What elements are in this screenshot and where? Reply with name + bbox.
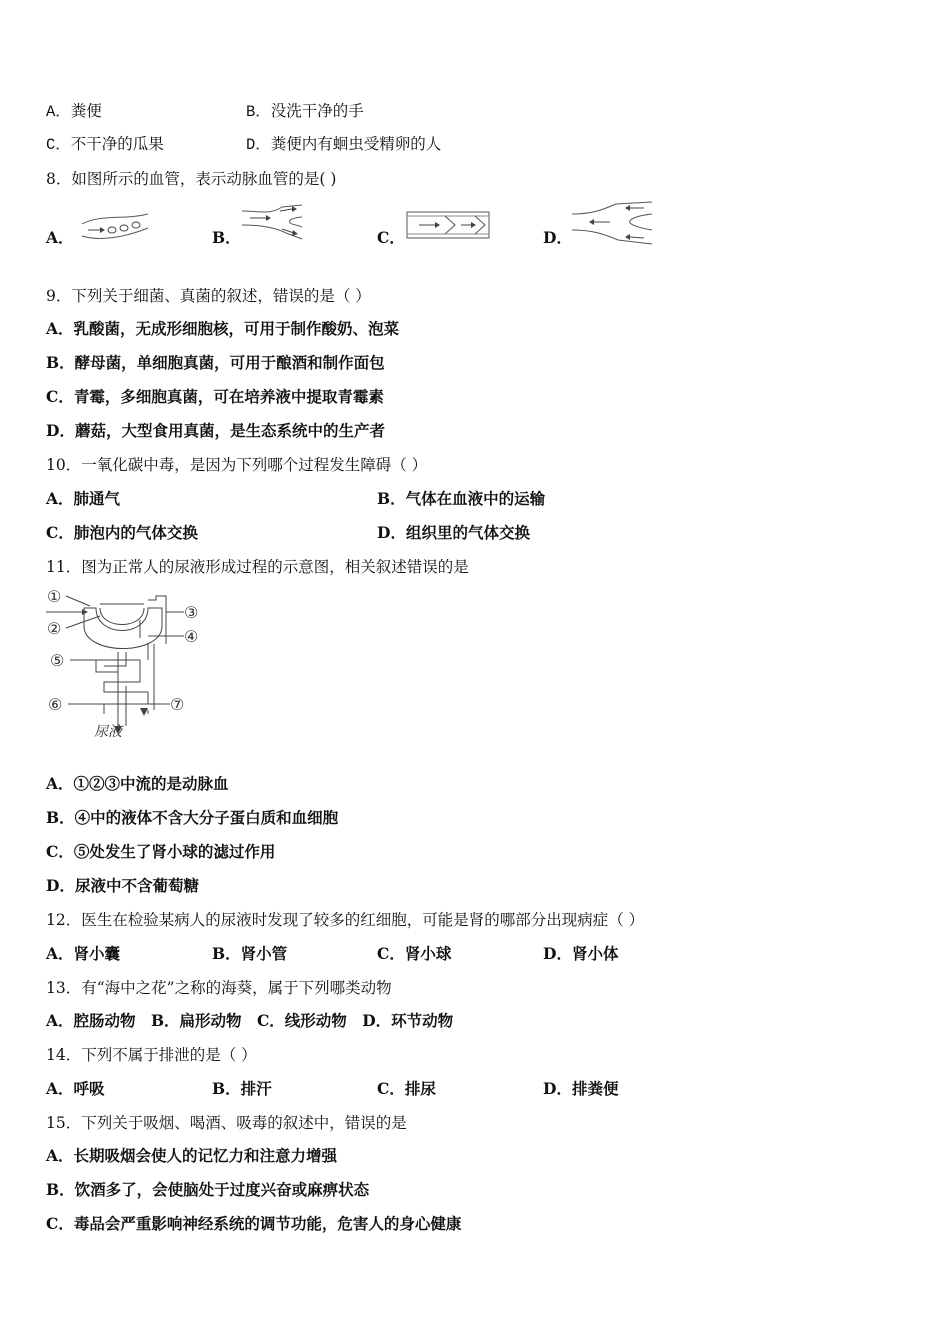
q12-option-d: D．肾小体 xyxy=(543,944,619,963)
marker-5: ⑤ xyxy=(50,651,65,670)
q9-stem: 9．下列关于细菌、真菌的叙述，错误的是（ ） xyxy=(46,287,371,305)
q13-stem: 13．有“海中之花”之称的海葵，属于下列哪类动物 xyxy=(46,979,392,997)
q14-option-d: D．排粪便 xyxy=(543,1079,619,1098)
q15-option-b: B．饮酒多了，会使脑处于过度兴奋或麻痹状态 xyxy=(46,1180,370,1199)
q8-stem: 8．如图所示的血管，表示动脉血管的是( ) xyxy=(46,170,337,188)
q9-option-d: D．蘑菇，大型食用真菌，是生态系统中的生产者 xyxy=(46,421,385,440)
q11-option-d: D．尿液中不含葡萄糖 xyxy=(46,876,199,895)
q14-option-b: B．排汗 xyxy=(212,1079,272,1098)
nephron-diagram xyxy=(44,586,214,742)
q14-option-a: A．呼吸 xyxy=(46,1079,105,1098)
q12-option-c: C．肾小球 xyxy=(377,944,452,963)
q10-option-a: A．肺通气 xyxy=(46,489,121,508)
q12-option-a: A．肾小囊 xyxy=(46,944,121,963)
marker-3: ③ xyxy=(184,603,199,622)
q13-option-d: D．环节动物 xyxy=(362,1011,454,1030)
marker-4: ④ xyxy=(184,627,199,646)
q11-option-a: A．①②③中流的是动脉血 xyxy=(46,774,229,793)
q11-stem: 11．图为正常人的尿液形成过程的示意图，相关叙述错误的是 xyxy=(46,558,469,576)
q10-option-b: B．气体在血液中的运输 xyxy=(377,489,546,508)
q10-option-d: D．组织里的气体交换 xyxy=(377,523,530,542)
q9-option-c: C．青霉，多细胞真菌，可在培养液中提取青霉素 xyxy=(46,387,384,406)
q13-options xyxy=(46,1011,453,1031)
q14-option-c: C．排尿 xyxy=(377,1079,436,1098)
q11-option-c: C．⑤处发生了肾小球的滤过作用 xyxy=(46,842,276,861)
q8-label-b: B． xyxy=(212,228,241,247)
vessel-b-image xyxy=(240,203,306,243)
marker-2: ② xyxy=(47,619,62,638)
q11-option-b: B．④中的液体不含大分子蛋白质和血细胞 xyxy=(46,808,339,827)
q7-option-d: D．粪便内有蛔虫受精卵的人 xyxy=(246,136,442,154)
marker-6: ⑥ xyxy=(48,695,63,714)
q13-option-c: C．线形动物 xyxy=(256,1011,347,1030)
q7-option-a: A．粪便 xyxy=(46,103,102,121)
q13-option-a: A．腔肠动物 xyxy=(46,1011,136,1030)
marker-1: ① xyxy=(47,587,62,606)
q9-option-a: A．乳酸菌，无成形细胞核，可用于制作酸奶、泡菜 xyxy=(46,319,400,338)
urine-label: 尿液 xyxy=(94,724,122,740)
q13-option-b: B．扁形动物 xyxy=(150,1011,242,1030)
q15-stem: 15．下列关于吸烟、喝酒、吸毒的叙述中，错误的是 xyxy=(46,1114,407,1132)
q9-option-b: B．酵母菌，单细胞真菌，可用于酿酒和制作面包 xyxy=(46,353,385,372)
marker-7: ⑦ xyxy=(170,695,185,714)
q12-stem: 12．医生在检验某病人的尿液时发现了较多的红细胞，可能是肾的哪部分出现病症（ ） xyxy=(46,911,645,929)
q10-stem: 10．一氧化碳中毒，是因为下列哪个过程发生障碍（ ） xyxy=(46,456,428,474)
q12-option-b: B．肾小管 xyxy=(212,944,288,963)
q8-label-c: C． xyxy=(377,228,405,247)
q8-label-a: A． xyxy=(46,228,74,247)
q15-option-a: A．长期吸烟会使人的记忆力和注意力增强 xyxy=(46,1146,338,1165)
q8-label-d: D． xyxy=(543,228,572,247)
q7-option-c: C．不干净的瓜果 xyxy=(46,136,164,154)
q15-option-c: C．毒品会严重影响神经系统的调节功能，危害人的身心健康 xyxy=(46,1214,462,1233)
vessel-d-image xyxy=(570,200,654,246)
q7-option-b: B．没洗干净的手 xyxy=(246,103,364,121)
q14-stem: 14．下列不属于排泄的是（ ） xyxy=(46,1046,257,1064)
vessel-c-image xyxy=(405,208,493,242)
vessel-a-image xyxy=(80,210,150,244)
q10-option-c: C．肺泡内的气体交换 xyxy=(46,523,198,542)
